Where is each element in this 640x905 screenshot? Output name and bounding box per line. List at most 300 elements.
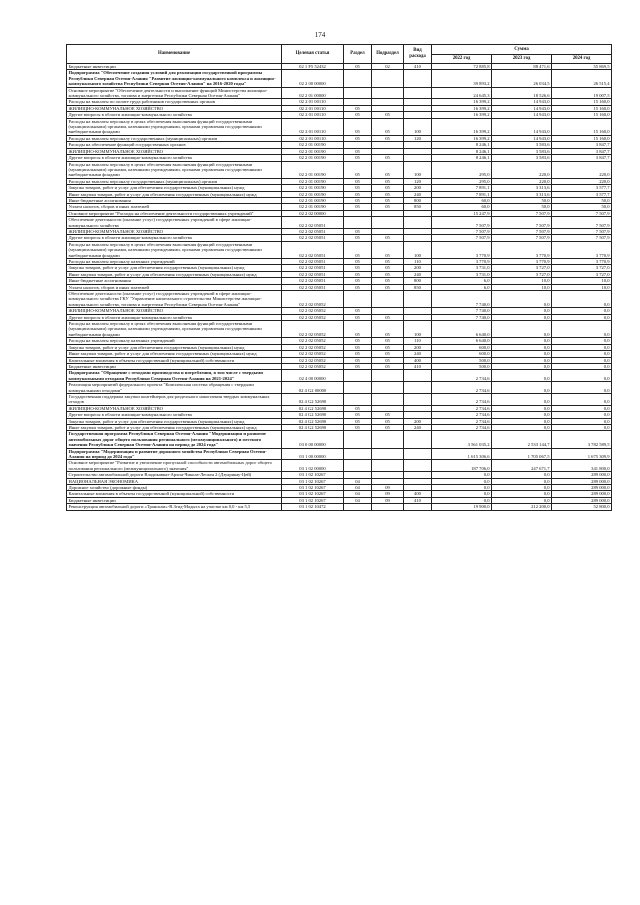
cell-sec: 05 [344,235,372,241]
cell-sub: 05 [372,278,404,284]
cell-sub: 05 [372,314,404,320]
cell-y2: 212 200,0 [492,504,552,510]
cell-code: 02 2 02 05052 [282,363,344,369]
cell-code: 02 4 00 00000 [282,370,344,382]
cell-y1: 7 507,9 [432,235,492,241]
table-row [67,431,612,448]
cell-sec [344,217,372,229]
cell-name: Основное мероприятие "Развитие и увеличение пропускной способности автомобильных дорог общего пользования регионального (межмуниципального) значения" [67,460,282,472]
cell-y1: 3 770,9 [432,259,492,265]
cell-sec: 05 [344,321,372,338]
cell-y1: 7 891,1 [432,185,492,191]
cell-y2: 0,0 [492,344,552,350]
cell-sub: 05 [372,321,404,338]
table-row [67,291,612,308]
cell-sec: 05 [344,228,372,234]
cell-sub: 05 [372,185,404,191]
cell-exp [404,448,432,460]
cell-name: Расходы на выплаты по оплате труда работников государственных органов [67,99,282,105]
cell-y3: 50,0 [552,204,612,210]
cell-sec: 05 [344,161,372,178]
cell-sec: 05 [344,185,372,191]
cell-y1: 6 640,0 [432,321,492,338]
cell-y2: 0,0 [492,485,552,491]
cell-sub [372,448,404,460]
cell-sub: 05 [372,241,404,258]
cell-y3: 3 727,0 [552,271,612,277]
cell-y3: 3 577,7 [552,191,612,197]
cell-code: 02 2 02 05051 [282,228,344,234]
cell-y1: 7 740,0 [432,291,492,308]
cell-code: 02 1 F5 52432 [282,64,344,70]
header-subsection: Подраздел [372,45,404,64]
cell-y1: 16 399,2 [432,135,492,141]
header-expense-type: Вид расхода [404,45,432,64]
cell-y1: 7 507,9 [432,228,492,234]
cell-y2: 0,0 [492,472,552,478]
cell-code: 02 2 01 00110 [282,118,344,135]
cell-y2: 7 507,9 [492,228,552,234]
table-row [67,460,612,472]
cell-sub [372,460,404,472]
cell-code: 02 2 02 05052 [282,351,344,357]
cell-exp: 400 [404,357,432,363]
cell-code: 02 2 01 00110 [282,99,344,105]
cell-name: Закупка товаров, работ и услуг для обеспечения государственных (муниципальных) нужд [67,418,282,424]
cell-code: 02 2 02 05052 [282,344,344,350]
cell-y1: 2 734,6 [432,418,492,424]
cell-y1: 3 770,9 [432,241,492,258]
cell-code: 02 2 01 00190 [282,191,344,197]
table-row [67,241,612,258]
cell-y1: 2 734,6 [432,405,492,411]
cell-name: ЖИЛИЩНО-КОММУНАЛЬНОЕ ХОЗЯЙСТВО [67,405,282,411]
cell-code: 02 2 01 00190 [282,148,344,154]
cell-y3: 55 869,5 [552,64,612,70]
cell-y2: 0,0 [492,382,552,394]
cell-code: 02 2 02 05051 [282,217,344,229]
cell-code: 02 2 02 05051 [282,235,344,241]
cell-sec: 05 [344,112,372,118]
cell-y3: 3 770,9 [552,259,612,265]
cell-y3: 0,0 [552,382,612,394]
cell-y2: 14 943,0 [492,135,552,141]
cell-sec: 05 [344,148,372,154]
cell-code: 02 2 01 00110 [282,135,344,141]
cell-y2: 0,0 [492,351,552,357]
cell-y2: 0,0 [492,405,552,411]
cell-y1: 600,0 [432,344,492,350]
cell-exp: 100 [404,161,432,178]
cell-y3: 50,0 [552,197,612,203]
cell-name: Подпрограмма "Модернизация и развитие дорожного хозяйства Республики Северная Осетия-Алания на период до 2024 года" [67,448,282,460]
cell-y2: 0,0 [492,308,552,314]
cell-y2: 14 943,0 [492,99,552,105]
cell-code: 02 2 01 00190 [282,197,344,203]
cell-name: Реконструкция автомобильной дороги «Транскам»-В.Згид-Мадыта на участке км 0,0 - км 5,5 [67,504,282,510]
cell-y3: 3 782 589,5 [552,431,612,448]
table-row [67,448,612,460]
cell-y2: 7 507,9 [492,210,552,216]
cell-name: Основное мероприятие "Обеспечение деятельности и выполнение функций Министерства жилищно-коммунального хозяйства, топлива и энергетики Республики Северная Осетия-Алания" [67,87,282,99]
cell-y2: 2 533 144,7 [492,431,552,448]
cell-y1: 19 900,0 [432,504,492,510]
cell-exp: 240 [404,191,432,197]
cell-code: 02 2 02 05052 [282,357,344,363]
cell-sec: 05 [344,424,372,430]
cell-sec: 05 [344,351,372,357]
cell-code: 02 4 G2 52690 [282,412,344,418]
table-row [67,217,612,229]
cell-y3: 52 800,0 [552,504,612,510]
cell-name: ЖИЛИЩНО-КОММУНАЛЬНОЕ ХОЗЯЙСТВО [67,228,282,234]
cell-sub: 05 [372,351,404,357]
cell-name: Расходы на обеспечение функций государственных органов [67,142,282,148]
cell-exp [404,87,432,99]
cell-name: Иные закупки товаров, работ и услуг для обеспечения государственных (муниципальных) нужд [67,424,282,430]
cell-y2: 247 671,7 [492,460,552,472]
cell-y1: 295,0 [432,178,492,184]
cell-y1: 24 645,3 [432,87,492,99]
cell-y2: 3 770,9 [492,241,552,258]
cell-sub: 05 [372,155,404,161]
cell-y3: 289 000,0 [552,472,612,478]
cell-name: Иные бюджетные ассигнования [67,278,282,284]
cell-y3: 0,0 [552,308,612,314]
cell-sub: 05 [372,191,404,197]
cell-sub: 09 [372,497,404,503]
cell-name: Капитальные вложения в объекты государственной (муниципальной) собственности [67,491,282,497]
cell-y2: 26 034,5 [492,70,552,87]
cell-sub: 05 [372,112,404,118]
cell-code: 02 2 02 05051 [282,284,344,290]
cell-exp [404,460,432,472]
cell-sub: 05 [372,161,404,178]
cell-y2: 0,0 [492,338,552,344]
cell-exp [404,382,432,394]
cell-exp [404,504,432,510]
cell-code: 02 2 02 05051 [282,265,344,271]
cell-exp: 240 [404,424,432,430]
cell-y1: 2 734,6 [432,393,492,405]
cell-sub: 05 [372,412,404,418]
cell-y2: 0,0 [492,497,552,503]
cell-y1: 3 731,0 [432,265,492,271]
cell-sec: 05 [344,155,372,161]
cell-y1: 0,0 [432,485,492,491]
cell-exp [404,370,432,382]
cell-y1: 8 246,1 [432,155,492,161]
cell-sub [372,382,404,394]
cell-exp: 200 [404,265,432,271]
cell-exp: 110 [404,259,432,265]
cell-y2: 7 507,9 [492,235,552,241]
cell-sec: 04 [344,478,372,484]
cell-y3: 3 727,0 [552,265,612,271]
cell-sub: 05 [372,178,404,184]
cell-sub: 05 [372,338,404,344]
cell-sec: 04 [344,497,372,503]
table-row [67,161,612,178]
table-row [67,118,612,135]
cell-y1: 6,0 [432,284,492,290]
cell-y1: 2 734,6 [432,424,492,430]
cell-code: 02 2 02 05052 [282,338,344,344]
cell-name: Другие вопросы в области жилищно-коммунального хозяйства [67,155,282,161]
table-header [67,45,612,64]
cell-code: 02 2 02 05051 [282,259,344,265]
cell-code: 02 2 02 05052 [282,291,344,308]
cell-y2: 3 313,6 [492,191,552,197]
cell-name: Иные закупки товаров, работ и услуг для обеспечения государственных (муниципальных) нужд [67,191,282,197]
cell-code: 03 1 02 10267 [282,485,344,491]
cell-code: 03 1 02 10472 [282,504,344,510]
table-body [67,64,612,511]
cell-sec: 05 [344,278,372,284]
cell-sub: 02 [372,64,404,70]
cell-y1: 60,0 [432,204,492,210]
cell-y3: 3 847,7 [552,148,612,154]
cell-code: 02 2 01 00190 [282,155,344,161]
cell-y2: 10,0 [492,278,552,284]
page-number: 174 [314,31,326,39]
cell-sec: 05 [344,259,372,265]
cell-name: Расходы на выплаты персоналу в целях обеспечения выполнения функций государственными (муниципальными) органами, казенными учреждениями, органами управления государственными внебюджетными фондами [67,161,282,178]
cell-sec: 05 [344,197,372,203]
cell-sub: 05 [372,424,404,430]
cell-sec [344,431,372,448]
cell-name: Расходы на выплаты персоналу казенных учреждений [67,259,282,265]
cell-y1: 600,0 [432,351,492,357]
cell-y3: 289 000,0 [552,497,612,503]
cell-y3: 15 160,0 [552,99,612,105]
cell-y2: 14 943,0 [492,105,552,111]
table-row [67,70,612,87]
cell-name: Основное мероприятие "Расходы на обеспечение деятельности государственных учреждений" [67,210,282,216]
cell-exp [404,431,432,448]
cell-sec: 04 [344,491,372,497]
cell-y1: 500,0 [432,357,492,363]
cell-y2: 0,0 [492,363,552,369]
cell-sub [372,70,404,87]
cell-exp: 240 [404,271,432,277]
cell-y3: 0,0 [552,363,612,369]
cell-y1: 2 734,6 [432,370,492,382]
cell-code: 03 1 02 10267 [282,491,344,497]
header-sum: Сумма [432,45,612,55]
cell-y1: 72 885,8 [432,64,492,70]
cell-sec: 05 [344,308,372,314]
cell-code: 02 4 G2 52690 [282,424,344,430]
cell-exp: 800 [404,197,432,203]
cell-sec: 05 [344,405,372,411]
cell-sec: 05 [344,344,372,350]
cell-exp: 120 [404,178,432,184]
cell-sub [372,87,404,99]
cell-sub [372,504,404,510]
cell-code: 02 4 G2 52690 [282,393,344,405]
cell-sec: 05 [344,118,372,135]
cell-name: Расходы на выплаты персоналу в целях обеспечения выполнения функций государственными (муниципальными) органами, казенными учреждениями, органами управления государственными внебюджетными фондами [67,118,282,135]
cell-name: Реализация мероприятий федерального проекта "Комплексная система обращения с твердыми коммунальными отходами" [67,382,282,394]
cell-code: 02 2 02 05052 [282,308,344,314]
cell-name: Строительство автомобильной дороги Владикавказ-Архон-Чикола-Лескен 2 (Дзуарикау-Цей) [67,472,282,478]
cell-name: Другие вопросы в области жилищно-коммунального хозяйства [67,412,282,418]
cell-code: 02 2 01 00190 [282,161,344,178]
cell-name: Дорожное хозяйство (дорожные фонды) [67,485,282,491]
cell-name: Бюджетные инвестиции [67,64,282,70]
table-row [67,393,612,405]
cell-y3: 1 675 309,9 [552,448,612,460]
cell-y3: 0,0 [552,424,612,430]
cell-sub [372,393,404,405]
cell-name: Иные закупки товаров, работ и услуг для обеспечения государственных (муниципальных) нужд [67,271,282,277]
cell-y3: 10,0 [552,284,612,290]
cell-y2: 3 727,0 [492,265,552,271]
cell-name: Расходы на выплаты персоналу казенных учреждений [67,338,282,344]
cell-name: ЖИЛИЩНО-КОММУНАЛЬНОЕ ХОЗЯЙСТВО [67,308,282,314]
cell-sec: 05 [344,64,372,70]
table-row [67,382,612,394]
cell-sec: 04 [344,485,372,491]
header-code: Целевая статья [282,45,344,64]
cell-sec [344,291,372,308]
cell-code: 02 2 01 00110 [282,105,344,111]
cell-y1: 16 399,2 [432,99,492,105]
cell-code: 02 2 01 00190 [282,204,344,210]
cell-exp [404,393,432,405]
cell-code: 02 2 00 00000 [282,70,344,87]
cell-sub: 05 [372,344,404,350]
cell-y1: 2 734,6 [432,412,492,418]
cell-y1: 6 640,0 [432,338,492,344]
cell-y2: 0,0 [492,418,552,424]
cell-y2: 88 471,6 [492,64,552,70]
cell-y1: 0,0 [432,491,492,497]
cell-y1: 16 399,2 [432,105,492,111]
cell-sub [372,217,404,229]
cell-y2: 0,0 [492,314,552,320]
cell-y3: 289 000,0 [552,485,612,491]
cell-code: 02 2 01 00190 [282,178,344,184]
cell-y3: 0,0 [552,357,612,363]
cell-name: НАЦИОНАЛЬНАЯ ЭКОНОМИКА [67,478,282,484]
cell-name: Закупка товаров, работ и услуг для обеспечения государственных (муниципальных) нужд [67,344,282,350]
cell-exp: 800 [404,278,432,284]
cell-exp: 410 [404,497,432,503]
cell-y2: 50,0 [492,204,552,210]
cell-sub [372,370,404,382]
cell-y2: 3 313,6 [492,185,552,191]
cell-sec: 05 [344,314,372,320]
cell-y1: 500,0 [432,363,492,369]
cell-sec: 05 [344,135,372,141]
cell-sub: 05 [372,259,404,265]
cell-sub: 05 [372,284,404,290]
cell-code: 03 1 02 10267 [282,497,344,503]
table-row [67,370,612,382]
cell-y2: 10,0 [492,284,552,290]
cell-y2: 0,0 [492,370,552,382]
cell-sec: 05 [344,105,372,111]
cell-y3: 26 515,4 [552,70,612,87]
cell-name: Бюджетные инвестиции [67,497,282,503]
cell-y3: 0,0 [552,351,612,357]
cell-name: Подпрограмма "Обеспечение создания условий для реализации государственной программы Республики Северная Осетия-Алания "Развитие жилищно-коммунального комплекса и жилищно-коммунального хозяйства Республики Северная Осетия-Алания" на 2016-2020 годы" [67,70,282,87]
cell-exp: 850 [404,284,432,290]
cell-y1: 16 399,2 [432,118,492,135]
cell-sub: 09 [372,491,404,497]
cell-code: 02 2 02 05051 [282,278,344,284]
cell-exp: 100 [404,241,432,258]
cell-sec: 05 [344,363,372,369]
cell-sec [344,448,372,460]
cell-y1: 15 247,9 [432,210,492,216]
cell-y3: 220,0 [552,178,612,184]
cell-y1: 0,0 [432,472,492,478]
cell-y3: 10,0 [552,278,612,284]
cell-y2: 0,0 [492,424,552,430]
cell-y1: 60,0 [432,197,492,203]
cell-y2: 0,0 [492,412,552,418]
cell-sub: 05 [372,235,404,241]
cell-y2: 3 770,9 [492,259,552,265]
cell-y1: 7 740,0 [432,314,492,320]
cell-y1: 7 507,9 [432,217,492,229]
cell-name: Уплата налогов, сборов и иных платежей [67,284,282,290]
table-row [67,87,612,99]
cell-y3: 0,0 [552,321,612,338]
cell-sec [344,70,372,87]
cell-y2: 14 943,0 [492,112,552,118]
cell-y1: 8 246,1 [432,148,492,154]
cell-name: Закупка товаров, работ и услуг для обеспечения государственных (муниципальных) нужд [67,185,282,191]
cell-y2: 220,0 [492,178,552,184]
header-2022: 2022 год [432,55,492,64]
cell-code: 02 2 02 05051 [282,241,344,258]
cell-y3: 3 847,7 [552,142,612,148]
cell-y3: 0,0 [552,405,612,411]
cell-y2: 3 583,6 [492,148,552,154]
table-row [67,504,612,510]
cell-sec: 05 [344,241,372,258]
cell-y3: 7 507,9 [552,228,612,234]
cell-y2: 0,0 [492,491,552,497]
cell-sub: 05 [372,265,404,271]
cell-sec: 05 [344,418,372,424]
cell-name: Бюджетные инвестиции [67,363,282,369]
cell-y1: 16 399,2 [432,112,492,118]
cell-y1: 2 734,6 [432,382,492,394]
cell-y3: 341 800,0 [552,460,612,472]
cell-y3: 0,0 [552,418,612,424]
cell-name: Другие вопросы в области жилищно-коммунального хозяйства [67,235,282,241]
cell-name: Обеспечение деятельности (оказание услуг) государственных учреждений в сфере жилищно-коммунального хозяйства [67,217,282,229]
cell-exp: 100 [404,321,432,338]
cell-sub: 05 [372,357,404,363]
cell-code: 02 2 01 00110 [282,112,344,118]
cell-y3: 220,0 [552,161,612,178]
cell-exp: 120 [404,135,432,141]
cell-y2: 0,0 [492,321,552,338]
cell-y2: 7 507,9 [492,217,552,229]
cell-name: ЖИЛИЩНО-КОММУНАЛЬНОЕ ХОЗЯЙСТВО [67,148,282,154]
budget-table [66,44,612,511]
cell-y3: 289 000,0 [552,478,612,484]
cell-code: 03 1 02 10267 [282,472,344,478]
cell-code: 03 1 02 10267 [282,478,344,484]
cell-y3: 0,0 [552,344,612,350]
